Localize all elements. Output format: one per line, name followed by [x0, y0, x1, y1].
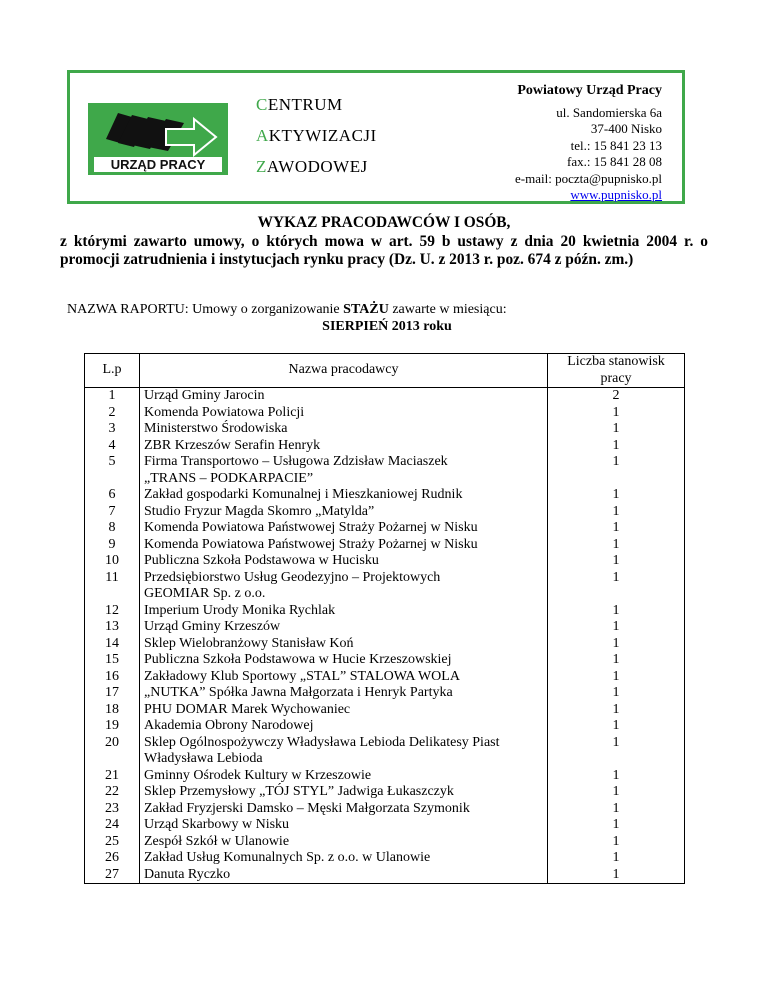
row-job-count: 1 [548, 669, 685, 686]
row-employer-name-line1: Publiczna Szkoła Podstawowa w Hucisku [144, 553, 379, 568]
table-row [85, 619, 685, 636]
row-employer-name-line1: Imperium Urody Monika Rychlak [144, 602, 336, 618]
row-employer-name [140, 405, 548, 422]
row-lp: 6 [85, 487, 140, 504]
row-employer-name [140, 421, 548, 438]
row-job-count: 2 [548, 388, 685, 405]
row-job-count: 1 [548, 553, 685, 570]
office-city: 37-400 Nisko [590, 121, 662, 136]
row-job-count: 1 [548, 801, 685, 818]
row-employer-name [140, 388, 548, 405]
row-employer-name [140, 438, 548, 455]
table-row [85, 768, 685, 785]
employers-table [84, 353, 685, 884]
urzad-pracy-logo [88, 103, 228, 175]
row-employer-name [140, 718, 548, 735]
row-employer-name-line1: „NUTKA” Spółka Jawna Małgorzata i Henryk Partyka [144, 685, 453, 700]
table-row [85, 817, 685, 834]
row-job-count: 1 [548, 702, 685, 719]
report-name [67, 301, 707, 335]
row-lp: 23 [85, 801, 140, 818]
report-period: SIERPIEŃ 2013 roku [322, 319, 452, 334]
header-lp: L.p [85, 354, 140, 388]
office-website-link[interactable]: www.pupnisko.pl [570, 187, 662, 202]
row-employer-name [140, 553, 548, 570]
row-employer-name [140, 702, 548, 719]
row-employer-name-line1: Zespół Szkół w Ulanowie [144, 833, 290, 849]
row-lp: 14 [85, 636, 140, 653]
table-row [85, 553, 685, 570]
row-job-count: 1 [548, 537, 685, 554]
row-employer-name [140, 669, 548, 686]
row-employer-name [140, 867, 548, 884]
table-row [85, 388, 685, 405]
table-body [85, 388, 685, 884]
office-tel: tel.: 15 841 23 13 [570, 137, 662, 153]
table-row [85, 504, 685, 521]
title-body: z którymi zawarto umowy, o których mowa w art. 59 b ustawy z dnia 20 kwietnia 2004 r. o promocji zatrudnienia i instytucjach rynku pracy (Dz. U. z 2013 r. poz. 674 z późn. zm.) [60, 232, 708, 268]
centre-name [256, 95, 377, 188]
row-employer-name-line1: Danuta Ryczko [144, 866, 231, 882]
row-lp: 12 [85, 603, 140, 620]
row-lp: 17 [85, 685, 140, 702]
row-employer-name-line1: Gminny Ośrodek Kultury w Krzeszowie [144, 767, 372, 783]
row-lp: 5 [85, 454, 140, 487]
title-line-1: WYKAZ PRACODAWCÓW I OSÓB, [257, 214, 511, 231]
row-employer-name-line1: Urząd Gminy Krzeszów [144, 619, 281, 634]
table-row [85, 652, 685, 669]
row-job-count: 1 [548, 784, 685, 801]
row-lp: 19 [85, 718, 140, 735]
centre-line-2 [256, 126, 377, 157]
row-job-count: 1 [548, 438, 685, 455]
row-employer-name [140, 850, 548, 867]
table-row [85, 438, 685, 455]
office-name: Powiatowy Urząd Pracy [517, 83, 662, 98]
row-lp: 27 [85, 867, 140, 884]
table-row [85, 834, 685, 851]
row-lp: 25 [85, 834, 140, 851]
row-employer-name [140, 487, 548, 504]
row-employer-name-line1: Sklep Ogólnospożywczy Władysława Lebioda Delikatesy Piast [144, 734, 500, 750]
centre-line-3-rest: AWODOWEJ [266, 157, 368, 176]
centre-line-3-initial: Z [256, 157, 267, 176]
row-job-count: 1 [548, 817, 685, 834]
header-job-count-line1: Liczba stanowisk [567, 354, 665, 369]
table-row [85, 487, 685, 504]
table-header-row [85, 354, 685, 388]
row-employer-name-line1: Sklep Przemysłowy „TÓJ STYL” Jadwiga Łukaszczyk [144, 784, 454, 799]
row-job-count: 1 [548, 718, 685, 735]
letterhead-box [67, 70, 685, 204]
row-employer-name [140, 636, 548, 653]
centre-line-2-initial: A [256, 126, 269, 145]
row-employer-name [140, 570, 548, 603]
row-employer-name-line1: Akademia Obrony Narodowej [144, 718, 314, 733]
office-email: e-mail: poczta@pupnisko.pl [515, 170, 662, 186]
row-employer-name-line1: Urząd Skarbowy w Nisku [144, 817, 290, 832]
row-employer-name-line1: Zakładowy Klub Sportowy „STAL” STALOWA WOLA [144, 668, 460, 684]
row-job-count: 1 [548, 685, 685, 702]
row-employer-name [140, 504, 548, 521]
row-employer-name-line1: Sklep Wielobranżowy Stanisław Koń [144, 635, 354, 651]
row-lp: 3 [85, 421, 140, 438]
row-employer-name-line1: Publiczna Szkoła Podstawowa w Hucie Krzeszowskiej [144, 652, 452, 667]
row-lp: 15 [85, 652, 140, 669]
row-employer-name-line1: ZBR Krzeszów Serafin Henryk [144, 437, 321, 453]
row-employer-name-line1: Komenda Powiatowa Państwowej Straży Pożarnej w Nisku [144, 520, 478, 535]
report-suffix: zawarte w miesiącu: [388, 302, 507, 317]
row-lp: 11 [85, 570, 140, 603]
row-lp: 2 [85, 405, 140, 422]
row-lp: 22 [85, 784, 140, 801]
row-job-count: 1 [548, 603, 685, 620]
centre-line-1-initial: C [256, 95, 268, 114]
header-job-count-line2: pracy [600, 370, 632, 386]
table-row [85, 421, 685, 438]
row-employer-name [140, 454, 548, 487]
row-employer-name-line1: Zakład gospodarki Komunalnej i Mieszkaniowej Rudnik [144, 487, 463, 502]
row-employer-name [140, 768, 548, 785]
table-row [85, 702, 685, 719]
office-fax: fax.: 15 841 28 08 [567, 154, 662, 169]
report-prefix: NAZWA RAPORTU: Umowy o zorganizowanie [67, 302, 344, 317]
table-row [85, 570, 685, 603]
table-row [85, 454, 685, 487]
row-lp: 10 [85, 553, 140, 570]
row-lp: 7 [85, 504, 140, 521]
table-row [85, 520, 685, 537]
row-employer-name [140, 619, 548, 636]
row-job-count: 1 [548, 487, 685, 504]
table-row [85, 784, 685, 801]
row-job-count: 1 [548, 735, 685, 768]
row-employer-name [140, 685, 548, 702]
centre-line-1-rest: ENTRUM [267, 95, 343, 114]
row-job-count: 1 [548, 867, 685, 884]
row-job-count: 1 [548, 405, 685, 422]
row-employer-name-line1: Komenda Powiatowa Państwowej Straży Pożarnej w Nisku [144, 536, 478, 552]
row-employer-name-line2: „TRANS – PODKARPACIE” [144, 470, 314, 486]
centre-line-2-rest: KTYWIZACJI [268, 126, 377, 145]
row-employer-name [140, 520, 548, 537]
table-row [85, 801, 685, 818]
table-row [85, 735, 685, 768]
report-line [67, 301, 707, 318]
row-job-count: 1 [548, 834, 685, 851]
row-employer-name-line1: Firma Transportowo – Usługowa Zdzisław Maciaszek [144, 454, 448, 469]
row-lp: 4 [85, 438, 140, 455]
logo-text: URZĄD PRACY [110, 157, 206, 172]
row-lp: 1 [85, 388, 140, 405]
row-employer-name-line2: Władysława Lebioda [144, 751, 263, 766]
document-title [60, 214, 708, 270]
table-row [85, 669, 685, 686]
row-employer-name-line1: Ministerstwo Środowiska [144, 421, 288, 436]
table-row [85, 603, 685, 620]
row-lp: 13 [85, 619, 140, 636]
row-lp: 18 [85, 702, 140, 719]
row-employer-name-line1: Zakład Fryzjerski Damsko – Męski Małgorzata Szymonik [144, 800, 470, 816]
row-job-count: 1 [548, 850, 685, 867]
row-employer-name [140, 735, 548, 768]
table-row [85, 685, 685, 702]
row-employer-name [140, 603, 548, 620]
row-lp: 21 [85, 768, 140, 785]
office-street: ul. Sandomierska 6a [556, 104, 662, 120]
header-employer-name: Nazwa pracodawcy [140, 354, 548, 388]
row-job-count: 1 [548, 421, 685, 438]
table-row [85, 636, 685, 653]
row-lp: 24 [85, 817, 140, 834]
row-employer-name [140, 834, 548, 851]
row-job-count: 1 [548, 619, 685, 636]
row-employer-name [140, 784, 548, 801]
row-employer-name [140, 537, 548, 554]
row-job-count: 1 [548, 768, 685, 785]
centre-line-3 [256, 157, 377, 188]
row-employer-name [140, 801, 548, 818]
row-employer-name-line2: GEOMIAR Sp. z o.o. [144, 586, 266, 601]
report-bold: STAŻU [343, 302, 389, 317]
row-job-count: 1 [548, 636, 685, 653]
row-lp: 16 [85, 669, 140, 686]
row-job-count: 1 [548, 504, 685, 521]
row-employer-name-line1: Przedsiębiorstwo Usług Geodezyjno – Projektowych [144, 569, 441, 585]
row-employer-name-line1: Komenda Powiatowa Policji [144, 404, 305, 420]
row-job-count: 1 [548, 652, 685, 669]
row-employer-name-line1: Zakład Usług Komunalnych Sp. z o.o. w Ulanowie [144, 850, 431, 865]
row-job-count: 1 [548, 520, 685, 537]
header-job-count [548, 354, 685, 388]
row-lp: 20 [85, 735, 140, 768]
table-row [85, 718, 685, 735]
row-job-count: 1 [548, 570, 685, 603]
row-lp: 8 [85, 520, 140, 537]
row-employer-name-line1: Studio Fryzur Magda Skomro „Matylda” [144, 503, 375, 519]
centre-line-1 [256, 95, 377, 126]
table-row [85, 405, 685, 422]
table-row [85, 850, 685, 867]
row-employer-name [140, 817, 548, 834]
table-row [85, 867, 685, 884]
row-employer-name-line1: Urząd Gminy Jarocin [144, 388, 265, 403]
office-contact [515, 83, 662, 204]
row-employer-name-line1: PHU DOMAR Marek Wychowaniec [144, 701, 351, 717]
row-lp: 26 [85, 850, 140, 867]
row-job-count: 1 [548, 454, 685, 487]
row-employer-name [140, 652, 548, 669]
table-row [85, 537, 685, 554]
row-lp: 9 [85, 537, 140, 554]
